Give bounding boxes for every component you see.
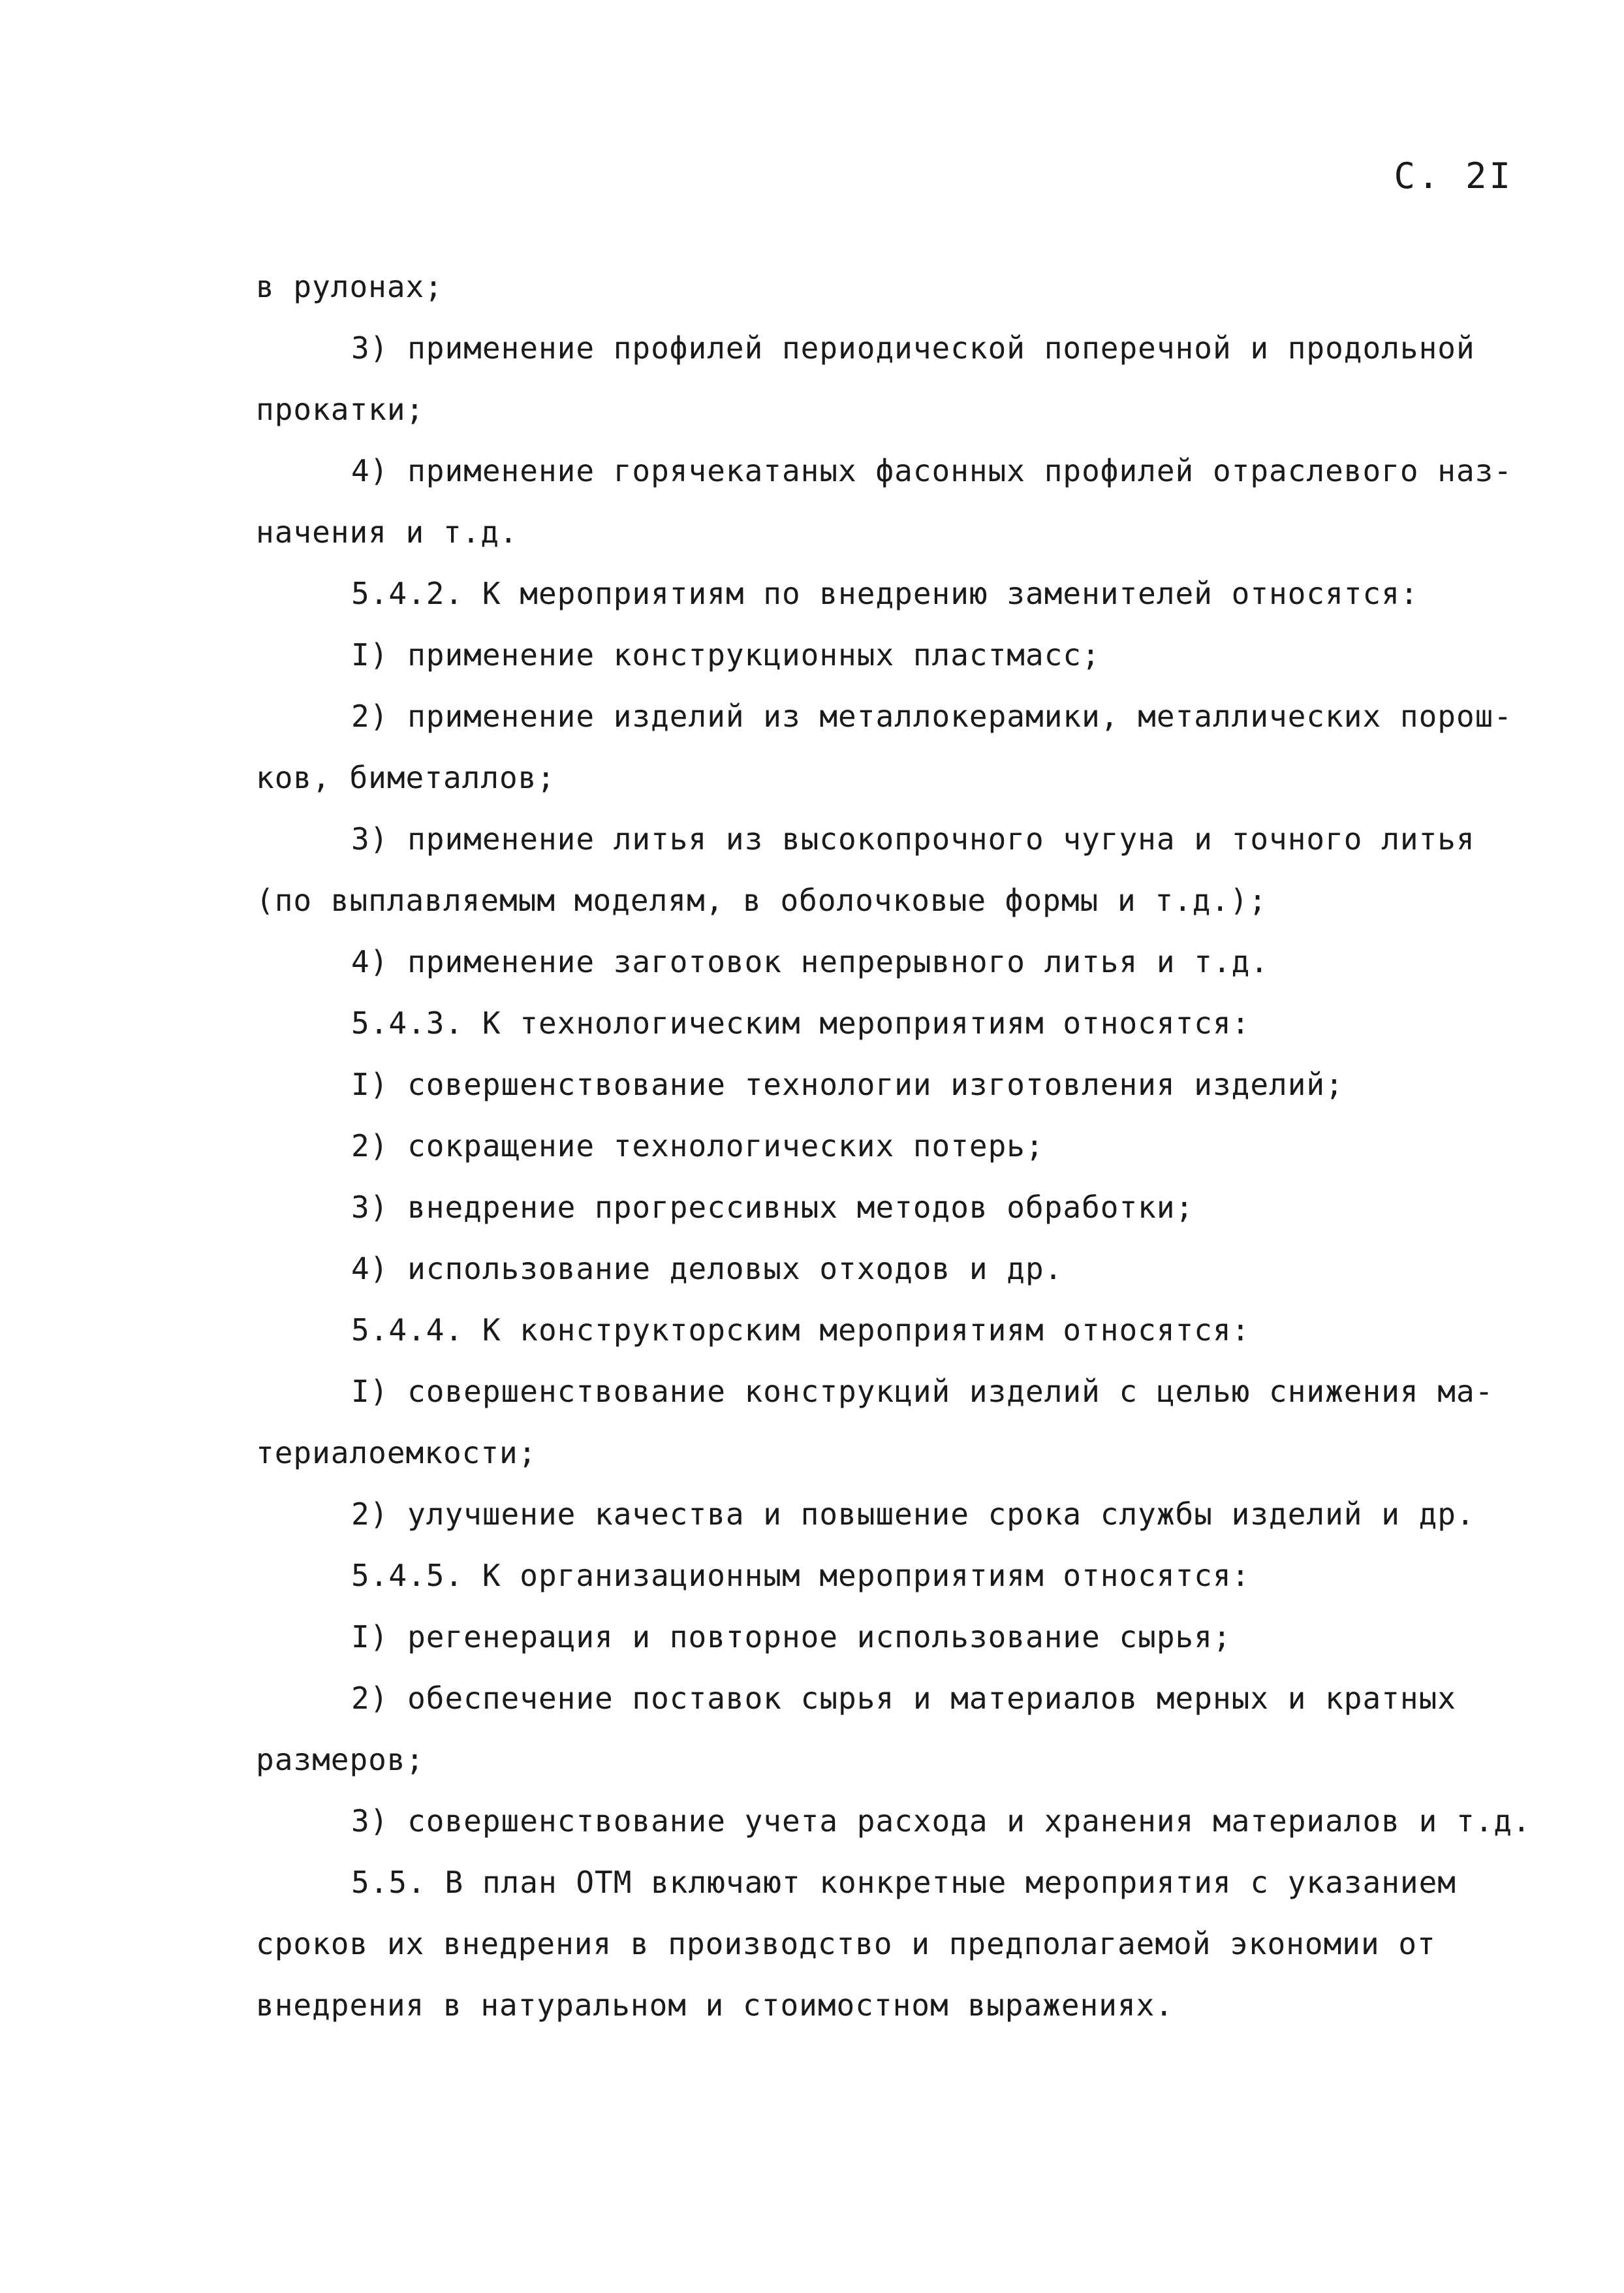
- text-line: 3) внедрение прогрессивных методов обработки;: [351, 1190, 1195, 1225]
- text-line: 4) применение заготовок непрерывного литья и т.д.: [351, 944, 1270, 979]
- text-line: I) совершенствование конструкций изделий с целью снижения ма-: [351, 1374, 1494, 1409]
- text-line: начения и т.д.: [256, 514, 518, 550]
- text-line: I) регенерация и повторное использование сырья;: [351, 1619, 1232, 1654]
- text-line: размеров;: [256, 1742, 425, 1777]
- text-line: 5.5. В план ОТМ включают конкретные мероприятия с указанием: [351, 1865, 1456, 1900]
- text-line: внедрения в натуральном и стоимостном выражениях.: [256, 1987, 1174, 2023]
- text-line: I) применение конструкционных пластмасс;: [351, 637, 1101, 672]
- text-line: 5.4.2. К мероприятиям по внедрению заменителей относятся:: [351, 576, 1419, 611]
- text-line: 4) применение горячекатаных фасонных профилей отраслевого наз-: [351, 453, 1513, 488]
- text-line: 3) применение литья из высокопрочного чугуна и точного литья: [351, 821, 1475, 857]
- text-line: 2) применение изделий из металлокерамики, металлических порош-: [351, 699, 1513, 734]
- text-line: I) совершенствование технологии изготовления изделий;: [351, 1067, 1344, 1102]
- text-line: 2) обеспечение поставок сырья и материалов мерных и кратных: [351, 1681, 1456, 1716]
- text-line: ков, биметаллов;: [256, 760, 556, 795]
- text-line: 2) сокращение технологических потерь;: [351, 1128, 1044, 1163]
- text-line: 5.4.4. К конструкторским мероприятиям относятся:: [351, 1312, 1251, 1348]
- text-line: 3) применение профилей периодической поперечной и продольной: [351, 330, 1475, 366]
- page-number: С. 2I: [1394, 155, 1513, 197]
- text-line: прокатки;: [256, 392, 425, 427]
- text-line: 2) улучшение качества и повышение срока службы изделий и др.: [351, 1496, 1475, 1532]
- text-line: 4) использование деловых отходов и др.: [351, 1251, 1063, 1286]
- text-line: 5.4.5. К организационным мероприятиям относятся:: [351, 1558, 1251, 1593]
- text-line: териалоемкости;: [256, 1435, 537, 1470]
- text-line: (по выплавляемым моделям, в оболочковые формы и т.д.);: [256, 883, 1268, 918]
- text-line: 5.4.3. К технологическим мероприятиям относятся:: [351, 1005, 1251, 1041]
- text-line: 3) совершенствование учета расхода и хранения материалов и т.д.: [351, 1803, 1531, 1839]
- text-line: в рулонах;: [256, 269, 443, 304]
- text-line: сроков их внедрения в производство и предполагаемой экономии от: [256, 1926, 1436, 1961]
